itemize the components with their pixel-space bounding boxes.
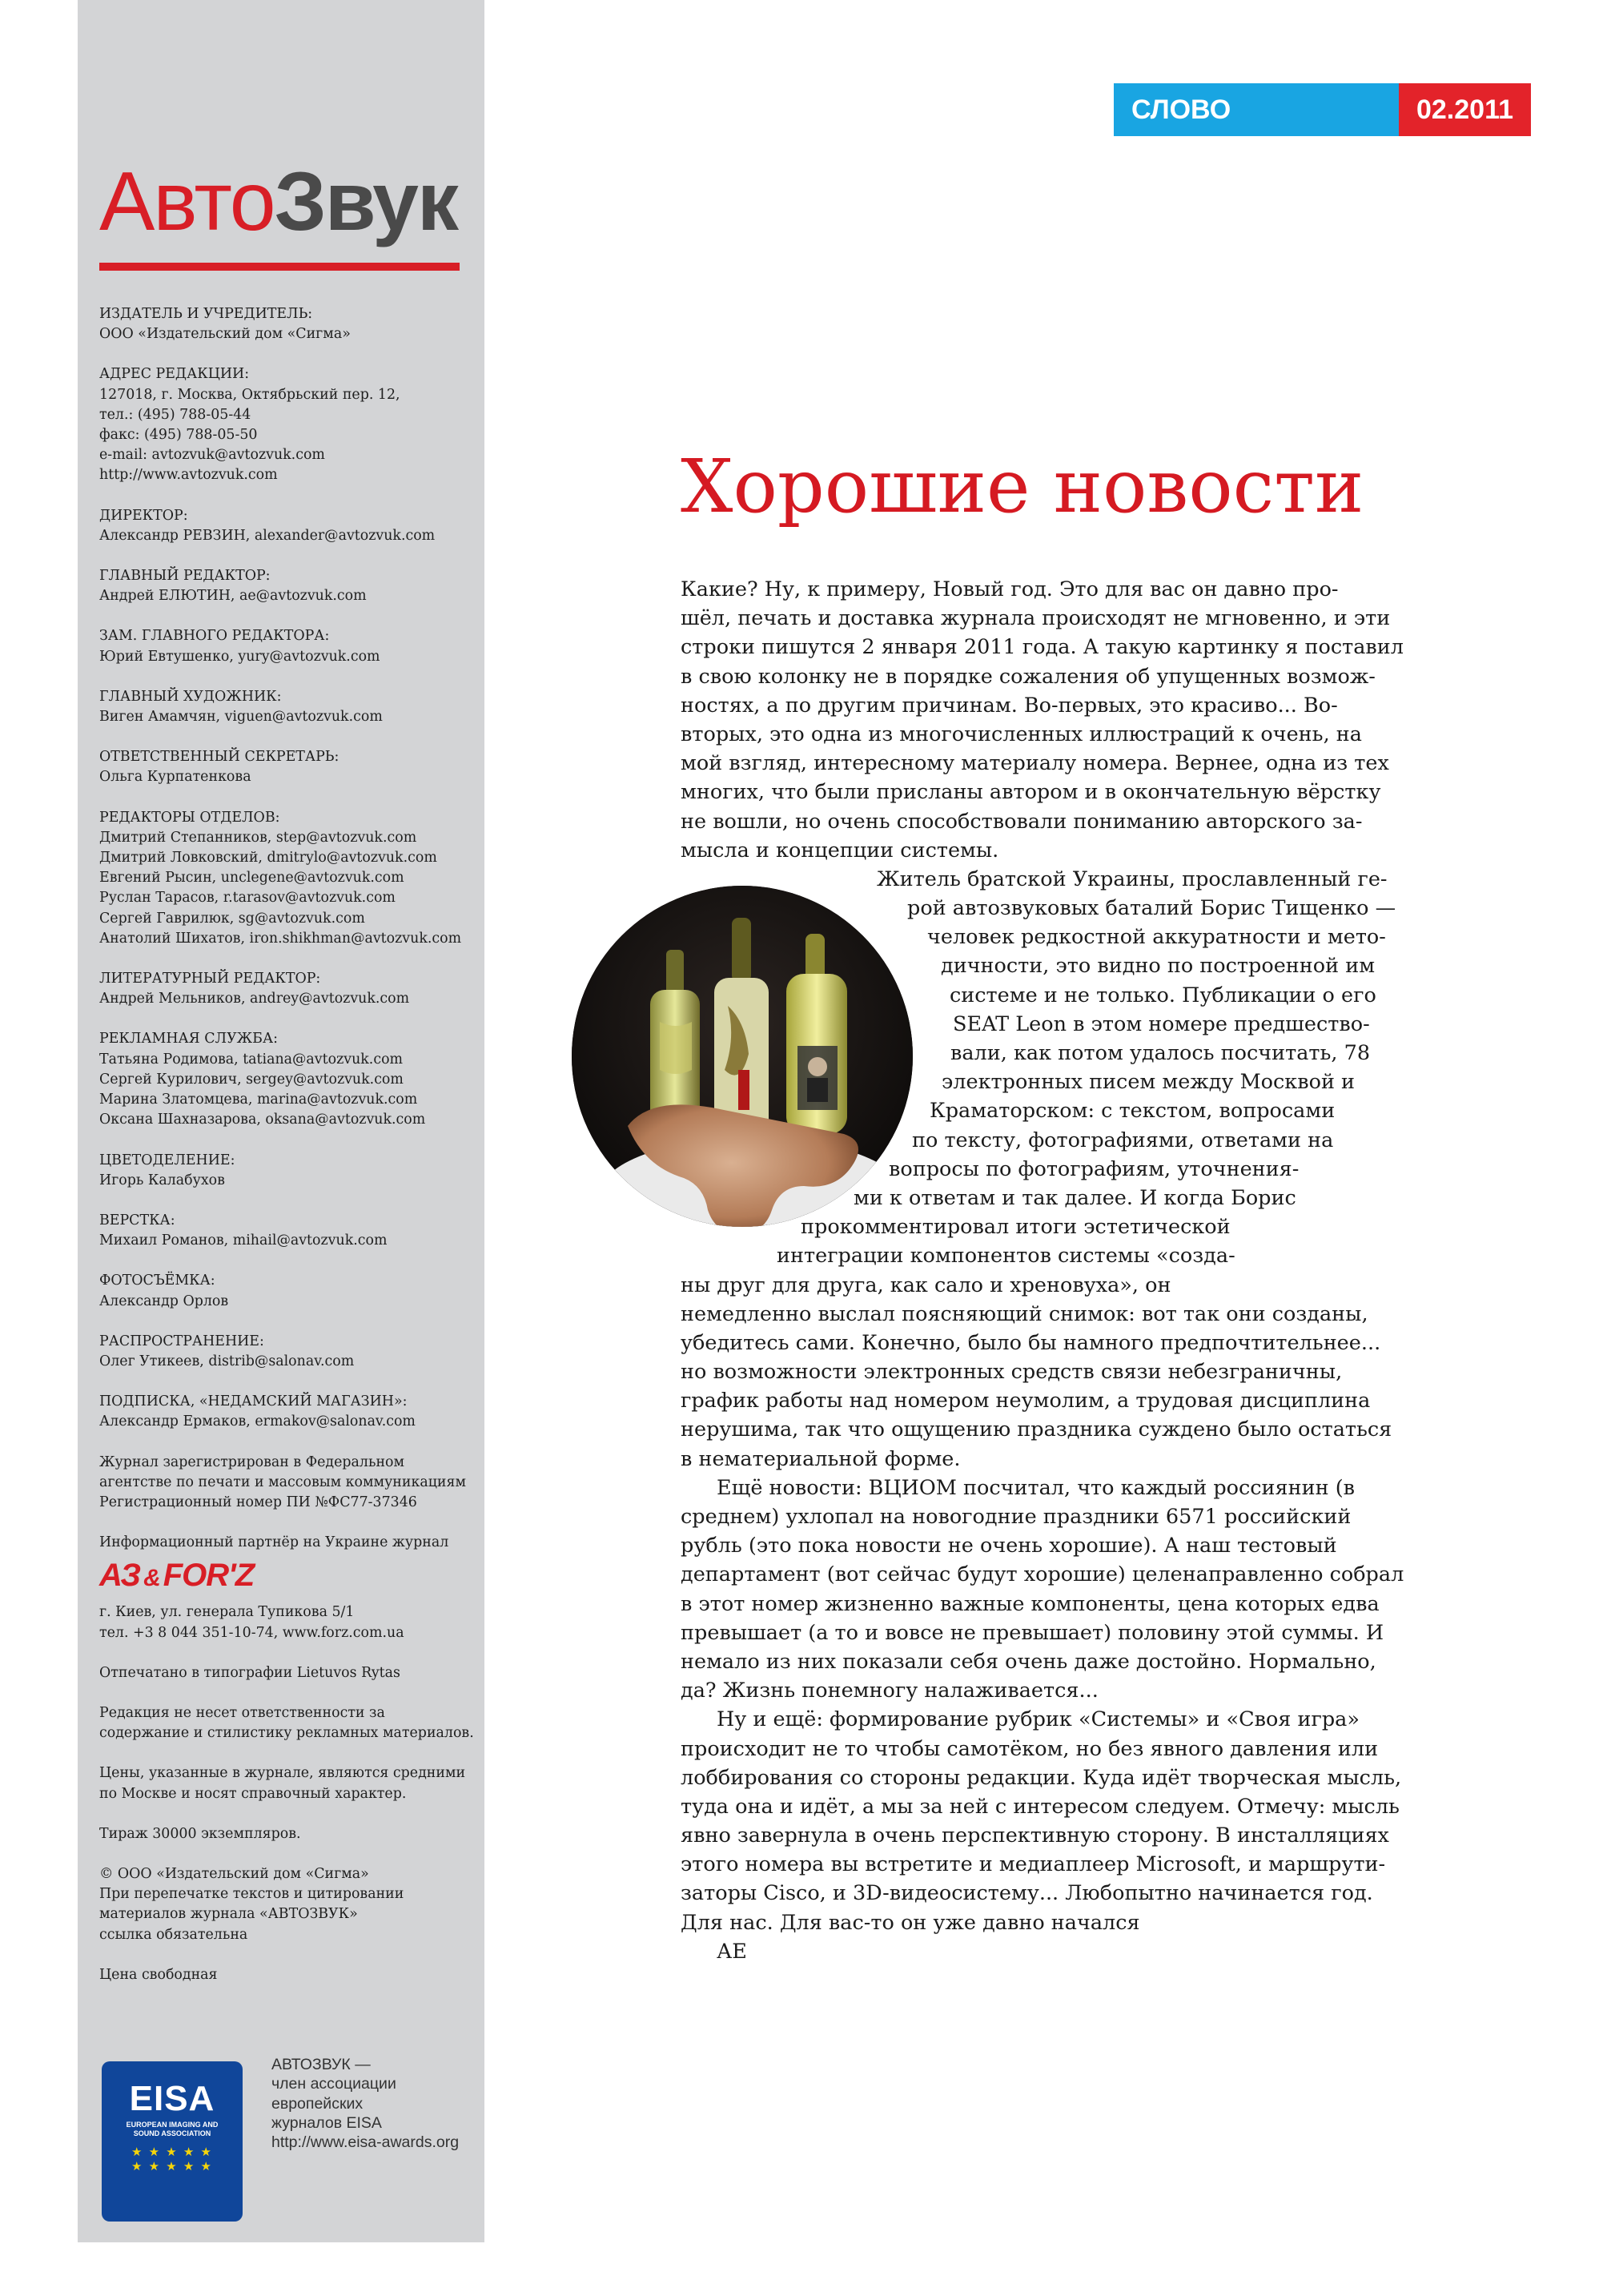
article-line: немедленно выслал поясняющий снимок: вот так они созданы, xyxy=(681,1301,1368,1326)
masthead-line: Оксана Шахназарова, oksana@avtozvuk.com xyxy=(99,1112,426,1128)
partner-intro: Информационный партнёр на Украине журнал xyxy=(99,1534,449,1551)
article-line: да? Жизнь понемногу налаживается... xyxy=(681,1679,1099,1703)
article-line: этого номера вы встретите и медиаплеер Microsoft, и маршрути- xyxy=(681,1852,1386,1877)
masthead-label: ГЛАВНЫЙ ХУДОЖНИК: xyxy=(99,688,282,705)
article-line: шёл, печать и доставка журнала происходят не мгновенно, и эти xyxy=(681,606,1391,631)
partner-logo-amp: & xyxy=(143,1565,160,1592)
article-line: превышает (а то и вовсе не превышает) половину этой суммы. И xyxy=(681,1620,1384,1645)
text-line: Регистрационный номер ПИ №ФС77-37346 xyxy=(99,1494,417,1510)
masthead-line: Анатолий Шихатов, iron.shikhman@avtozvuk.com xyxy=(99,930,462,947)
article-line: немало из них показали себя очень даже достойно. Нормально, xyxy=(681,1649,1376,1674)
masthead-line: e-mail: avtozvuk@avtozvuk.com xyxy=(99,447,325,464)
article-line: человек редкостной аккуратности и мето- xyxy=(927,925,1386,950)
article-line: Ещё новости: ВЦИОМ посчитал, что каждый россиянин (в xyxy=(717,1475,1356,1500)
masthead-block xyxy=(99,969,476,1009)
eisa-link[interactable]: http://www.eisa-awards.org xyxy=(271,2133,460,2152)
text-line: агентстве по печати и массовым коммуникациям xyxy=(99,1474,466,1490)
prices-note xyxy=(99,1763,476,1803)
masthead-line: Михаил Романов, mihail@avtozvuk.com xyxy=(99,1232,388,1249)
masthead-block xyxy=(99,747,476,787)
article-line: ностях, а по другим причинам. Во-первых, это красиво... Во- xyxy=(681,693,1338,718)
article-line: происходит не то чтобы самотёком, но без явного давления или xyxy=(681,1736,1379,1761)
masthead-credits xyxy=(99,304,476,2005)
registration-note xyxy=(99,1453,476,1514)
partner-logo-az: АЗ xyxy=(99,1558,141,1594)
eisa-caption xyxy=(271,2055,459,2152)
circulation-note xyxy=(99,1824,476,1844)
eisa-logo xyxy=(102,2061,243,2222)
article-line: вторых, это одна из многочисленных иллюстраций к очень, на xyxy=(681,722,1362,746)
masthead-sidebar xyxy=(78,0,484,2242)
masthead-line: Марина Златомцева, marina@avtozvuk.com xyxy=(99,1092,418,1108)
masthead-block xyxy=(99,808,476,949)
article-line: Какие? Ну, к примеру, Новый год. Это для вас он давно про- xyxy=(681,577,1339,601)
masthead-label: ДИРЕКТОР: xyxy=(99,507,188,524)
masthead-line: Татьяна Родимова, tatiana@avtozvuk.com xyxy=(99,1051,404,1068)
article-line: многих, что были присланы автором и в окончательную вёрстку xyxy=(681,780,1381,805)
eisa-sub-line: SOUND ASSOCIATION xyxy=(133,2129,211,2137)
masthead-label: ФОТОСЪЁМКА: xyxy=(99,1273,215,1289)
masthead-line: Юрий Евтушенко, yury@avtozvuk.com xyxy=(99,648,380,665)
masthead-line: Сергей Курилович, sergey@avtozvuk.com xyxy=(99,1071,404,1088)
article-line: нерушима, так что ощущению праздника суждено было остаться xyxy=(681,1417,1392,1442)
article-line: Ну и ещё: формирование рубрик «Системы» и «Своя игра» xyxy=(717,1707,1360,1732)
masthead-label: ГЛАВНЫЙ РЕДАКТОР: xyxy=(99,568,271,585)
text-line: © ООО «Издательский дом «Сигма» xyxy=(99,1865,369,1882)
text-line: европейских xyxy=(271,2094,364,2113)
masthead-line: Олег Утикеев, distrib@salonav.com xyxy=(99,1353,355,1369)
article-line: в этот номер жизненно важные компоненты, цена которых едва xyxy=(681,1591,1380,1616)
masthead-line: Александр РЕВЗИН, alexander@avtozvuk.com xyxy=(99,527,436,544)
masthead-label: АДРЕС РЕДАКЦИИ: xyxy=(99,366,250,383)
article-line: департамент (вот сейчас будут хорошие) целенаправленно собрал xyxy=(681,1562,1404,1587)
masthead-label: ПОДПИСКА, «НЕДАМСКИЙ МАГАЗИН»: xyxy=(99,1393,408,1410)
text-line: ссылка обязательна xyxy=(99,1926,248,1943)
masthead-block xyxy=(99,364,476,485)
article-line: заторы Cisco, и 3D-видеосистему... Любопытно начинается год. xyxy=(681,1881,1373,1906)
article-line: лоббирования со стороны редакции. Куда идёт творческая мысль, xyxy=(681,1765,1402,1790)
masthead-line: Андрей Мельников, andrey@avtozvuk.com xyxy=(99,991,410,1007)
article-line: мой взгляд, интересному материалу номера. Вернее, одна из тех xyxy=(681,751,1389,776)
text-line: Отпечатано в типографии Lietuvos Rytas xyxy=(99,1664,400,1681)
article-line: туда она и идёт, а мы за ней с интересом следуем. Отмечу: мысль xyxy=(681,1794,1400,1819)
article-line: убедитесь сами. Конечно, было бы намного предпочтительнее... xyxy=(681,1330,1381,1355)
partner-logo xyxy=(99,1556,476,1594)
article-line: рой автозвуковых баталий Борис Тищенко — xyxy=(907,896,1396,921)
masthead-block xyxy=(99,1211,476,1251)
masthead-line: Игорь Калабухов xyxy=(99,1172,225,1188)
text-line: по Москве и носят справочный характер. xyxy=(99,1785,407,1802)
text-line: Редакция не несет ответственности за xyxy=(99,1704,385,1721)
article-line: системе и не только. Публикации о его xyxy=(950,983,1376,1007)
article-line: по тексту, фотографиями, ответами на xyxy=(912,1128,1334,1152)
masthead-label: ИЗДАТЕЛЬ И УЧРЕДИТЕЛЬ: xyxy=(99,306,313,322)
article-line: но возможности электронных средств связи небезграничны, xyxy=(681,1360,1343,1385)
masthead-label: ОТВЕТСТВЕННЫЙ СЕКРЕТАРЬ: xyxy=(99,749,339,766)
text-line: Цены, указанные в журнале, являются средними xyxy=(99,1765,466,1782)
article-line: среднем) ухлопал на новогодние праздники 6571 российский xyxy=(681,1505,1352,1529)
masthead-label: ЦВЕТОДЕЛЕНИЕ: xyxy=(99,1152,235,1168)
masthead-line: Дмитрий Степанников, step@avtozvuk.com xyxy=(99,829,417,846)
masthead-label: ЛИТЕРАТУРНЫЙ РЕДАКТОР: xyxy=(99,971,321,987)
partner-block xyxy=(99,1533,476,1643)
printed-note xyxy=(99,1663,476,1683)
article-line: рубль (это пока новости не очень хорошие). А наш тестовый xyxy=(681,1534,1337,1558)
article-line: в свою колонку не в порядке сожаления об упущенных возмож- xyxy=(681,664,1376,689)
text-line: материалов журнала «АВТОЗВУК» xyxy=(99,1906,358,1923)
article-line: вали, как потом удалось посчитать, 78 xyxy=(950,1041,1371,1065)
text-line: Журнал зарегистрирован в Федеральном xyxy=(99,1454,405,1470)
price-note xyxy=(99,1965,476,1985)
partner-logo-forz: FOR'Z xyxy=(163,1558,255,1594)
article-line: Для нас. Для вас-то он уже давно начался xyxy=(681,1910,1140,1935)
eu-stars-icon: ★ ★ ★ ★ ★ ★ ★ ★ ★ ★ xyxy=(131,2145,213,2173)
article-line: в нематериальной форме. xyxy=(681,1446,961,1471)
text-line: журналов EISA xyxy=(271,2113,382,2132)
masthead-label: ВЕРСТКА: xyxy=(99,1212,175,1228)
text-line: г. Киев, ул. генерала Тупикова 5/1 xyxy=(99,1604,355,1621)
masthead-line: Руслан Тарасов, r.tarasov@avtozvuk.com xyxy=(99,890,396,907)
masthead-block xyxy=(99,506,476,546)
text-line: Тираж 30000 экземпляров. xyxy=(99,1825,301,1842)
masthead-line: факс: (495) 788-05-50 xyxy=(99,427,258,444)
eisa-logo-text: EISA xyxy=(129,2079,215,2118)
article-line: дичности, это видно по построенной им xyxy=(941,954,1376,979)
copyright-note xyxy=(99,1864,476,1945)
text-line: АВТОЗВУК — xyxy=(271,2056,371,2073)
text-line: тел. +3 8 044 351-10-74, www.forz.com.ua xyxy=(99,1624,404,1641)
issue-number: 02.2011 xyxy=(1399,83,1531,136)
text-line: член ассоциации xyxy=(271,2075,396,2093)
masthead-block xyxy=(99,304,476,344)
masthead-line: Ольга Курпатенкова xyxy=(99,769,251,786)
masthead-block xyxy=(99,1029,476,1130)
masthead-block xyxy=(99,1332,476,1372)
masthead-line: тел.: (495) 788-05-44 xyxy=(99,406,251,423)
magazine-logo xyxy=(99,155,458,248)
logo-underline xyxy=(99,263,460,271)
masthead-label: РЕКЛАМНАЯ СЛУЖБА: xyxy=(99,1031,278,1047)
rubric-label: СЛОВО xyxy=(1114,83,1399,136)
masthead-line: Андрей ЕЛЮТИН, ae@avtozvuk.com xyxy=(99,588,367,605)
masthead-line: http://www.avtozvuk.com xyxy=(99,467,278,484)
article-line: мысла и концепции системы. xyxy=(681,838,999,863)
article-line: явно завернула в очень перспективную сторону. В инсталляциях xyxy=(681,1824,1389,1848)
article-line: строки пишутся 2 января 2011 года. А такую картинку я поставил xyxy=(681,635,1404,660)
masthead-line: 127018, г. Москва, Октябрьский пер. 12, xyxy=(99,386,400,403)
text-line: содержание и стилистику рекламных материалов. xyxy=(99,1725,474,1742)
masthead-label: РАСПРОСТРАНЕНИЕ: xyxy=(99,1333,264,1349)
eisa-sub-line: EUROPEAN IMAGING AND xyxy=(126,2121,219,2129)
masthead-label: ЗАМ. ГЛАВНОГО РЕДАКТОРА: xyxy=(99,628,330,645)
masthead-block xyxy=(99,687,476,727)
masthead-line: Александр Орлов xyxy=(99,1293,229,1309)
masthead-block xyxy=(99,1151,476,1191)
article-body xyxy=(681,575,1404,1966)
article-line: ны друг для друга, как сало и хреновуха», он xyxy=(681,1273,1171,1297)
article-line: прокомментировал итоги эстетической xyxy=(801,1215,1231,1240)
article-line: электронных писем между Москвой и xyxy=(942,1070,1356,1095)
article-line: вопросы по фотографиям, уточнения- xyxy=(889,1156,1300,1181)
article-line: SEAT Leon в этом номере предшество- xyxy=(953,1011,1370,1036)
masthead-line: Дмитрий Ловковский, dmitrylo@avtozvuk.com xyxy=(99,850,437,867)
masthead-label: РЕДАКТОРЫ ОТДЕЛОВ: xyxy=(99,809,280,826)
masthead-line: Виген Амамчян, viguen@avtozvuk.com xyxy=(99,709,383,726)
masthead-block xyxy=(99,1271,476,1311)
logo-part-avto: Авто xyxy=(99,155,275,248)
article-line: не вошли, но очень способствовали пониманию авторского за- xyxy=(681,809,1363,834)
masthead-line: ООО «Издательский дом «Сигма» xyxy=(99,326,351,343)
masthead-line: Евгений Рысин, unclegene@avtozvuk.com xyxy=(99,870,404,887)
masthead-block xyxy=(99,1392,476,1432)
logo-part-zvuk: Звук xyxy=(274,155,458,248)
staff-list xyxy=(99,304,476,1433)
article-line: график работы над номером неумолим, а трудовая дисциплина xyxy=(681,1389,1371,1413)
masthead-block xyxy=(99,566,476,606)
text-line: Цена свободная xyxy=(99,1966,218,1983)
eisa-logo-subtitle xyxy=(102,2121,243,2138)
disclaimer-note xyxy=(99,1703,476,1743)
article-line: АЕ xyxy=(717,1939,747,1964)
article-line: интеграции компонентов системы «созда- xyxy=(777,1244,1235,1269)
masthead-line: Сергей Гаврилюк, sg@avtozvuk.com xyxy=(99,910,365,927)
article-line: ми к ответам и так далее. И когда Борис xyxy=(854,1185,1296,1210)
masthead-block xyxy=(99,626,476,666)
article-line: Краматорском: с текстом, вопросами xyxy=(930,1099,1336,1124)
article-line: Житель братской Украины, прославленный ге- xyxy=(877,867,1388,891)
text-line: При перепечатке текстов и цитировании xyxy=(99,1886,404,1903)
masthead-line: Александр Ермаков, ermakov@salonav.com xyxy=(99,1413,416,1430)
article-title: Хорошие новости xyxy=(681,444,1364,529)
